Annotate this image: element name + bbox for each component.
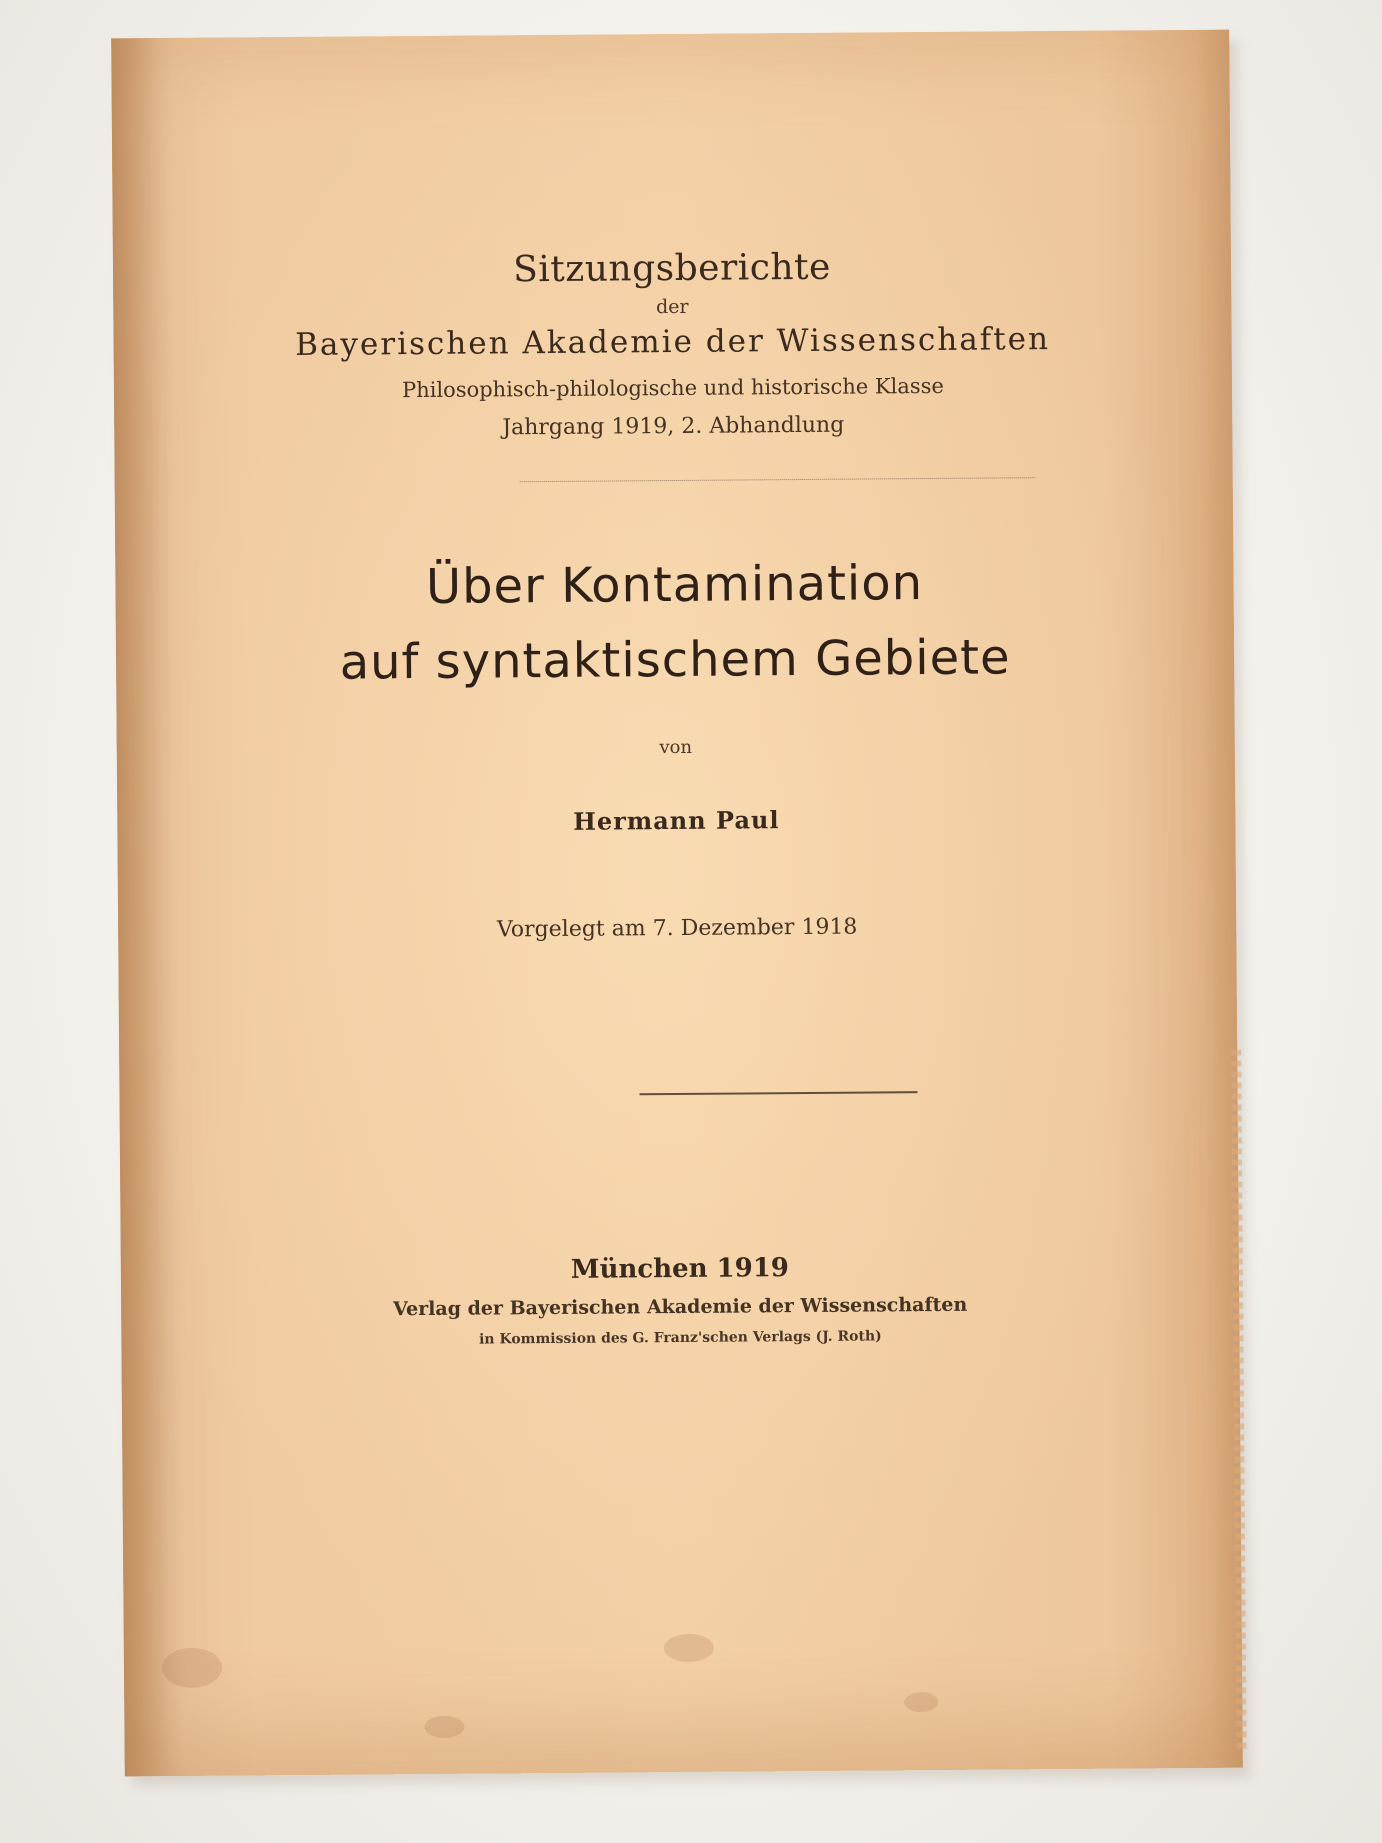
solid-divider (639, 1091, 917, 1095)
series-title: Sitzungsberichte (513, 246, 832, 291)
place-year: München 1919 (570, 1253, 790, 1285)
spine-stain (111, 38, 185, 1776)
foxing-spot (162, 1648, 222, 1688)
dotted-divider (520, 477, 1035, 482)
foxing-spot (904, 1692, 938, 1712)
series-connector: der (655, 295, 689, 319)
academy-name: Bayerischen Akademie der Wissenschaften (295, 321, 1051, 363)
class-name: Philosophisch-philologische und historische Klasse (401, 373, 944, 403)
title-page (111, 30, 1243, 1777)
main-title-line-2: auf syntaktischem Gebiete (339, 629, 1011, 691)
publisher: Verlag der Bayerischen Akademie der Wissenschaften (392, 1293, 968, 1321)
volume-line: Jahrgang 1919, 2. Abhandlung (502, 412, 845, 441)
presented-date: Vorgelegt am 7. Dezember 1918 (496, 914, 858, 943)
by-word: von (659, 736, 693, 759)
author-name: Hermann Paul (573, 805, 780, 836)
foxing-spot (664, 1634, 714, 1662)
commission-line: in Kommission des G. Franz'schen Verlags (J. Roth) (479, 1328, 882, 1348)
main-title-line-1: Über Kontamination (425, 555, 924, 615)
foxing-spot (424, 1716, 464, 1738)
